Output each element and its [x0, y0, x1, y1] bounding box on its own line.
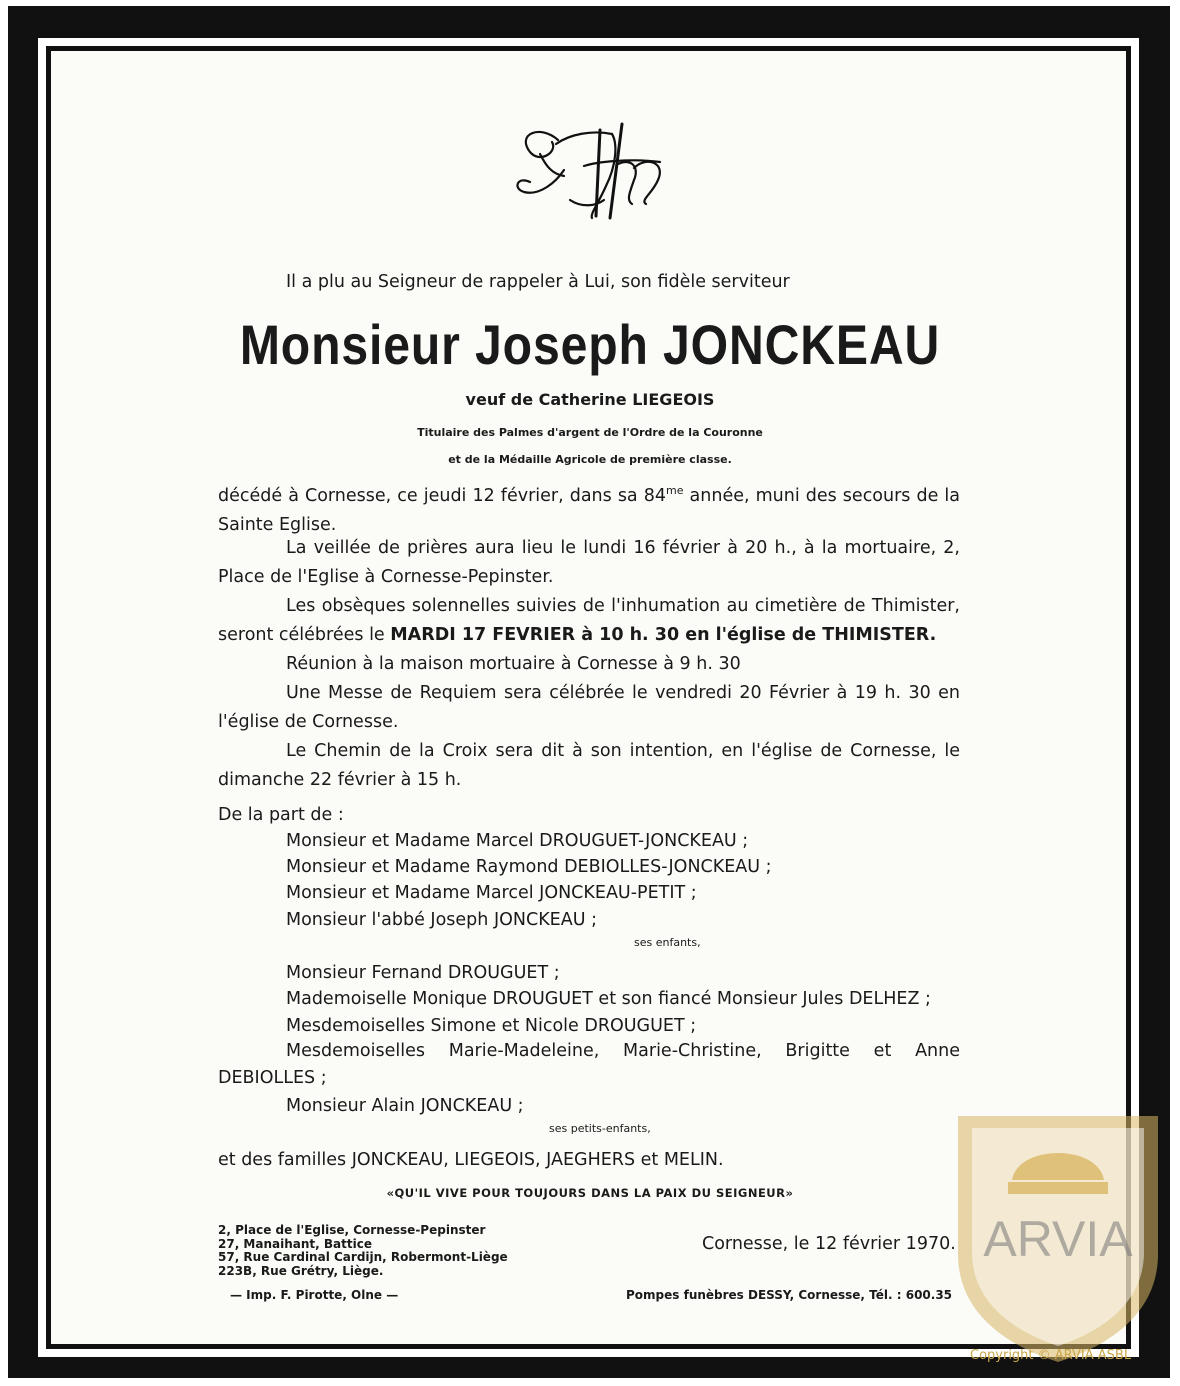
- family-child: Monsieur l'abbé Joseph JONCKEAU ;: [286, 910, 597, 930]
- families-line: et des familles JONCKEAU, LIEGEOIS, JAEGHERS et MELIN.: [218, 1150, 724, 1170]
- funeral-date-bold: MARDI 17 FEVRIER à 10 h. 30 en l'église de THIMISTER.: [390, 625, 937, 645]
- death-paragraph: [218, 476, 960, 540]
- death-text-a: décédé à Cornesse, ce jeudi 12 février, dans sa 84: [218, 485, 666, 506]
- from-label: De la part de :: [218, 805, 344, 825]
- honors-line-2: et de la Médaille Agricole de première classe.: [448, 453, 732, 466]
- family-child: Monsieur et Madame Marcel DROUGUET-JONCKEAU ;: [286, 831, 749, 851]
- chemin-paragraph: [218, 737, 960, 795]
- family-grandchild: Monsieur Fernand DROUGUET ;: [286, 963, 560, 983]
- vigil-paragraph: [218, 534, 960, 592]
- intro-line: Il a plu au Seigneur de rappeler à Lui, son fidèle serviteur: [286, 272, 790, 292]
- address-line: 57, Rue Cardinal Cardijn, Robermont-Liège: [218, 1250, 508, 1264]
- honors-line-1: Titulaire des Palmes d'argent de l'Ordre de la Couronne: [417, 426, 763, 439]
- death-text-b: année, muni des secours de la Sainte Eglise.: [218, 485, 960, 535]
- meeting-paragraph: [218, 650, 960, 679]
- place-date: Cornesse, le 12 février 1970.: [702, 1234, 956, 1254]
- address-line: 27, Manaihant, Battice: [218, 1236, 372, 1251]
- family-grandchild: Mesdemoiselles Simone et Nicole DROUGUET ;: [286, 1016, 697, 1036]
- grandchild-debiolles: Mesdemoiselles Marie-Madeleine, Marie-Christine, Brigitte et Anne DEBIOLLES ;: [218, 1041, 960, 1088]
- requiem-paragraph: [218, 679, 960, 737]
- address-line: 223B, Rue Grétry, Liège.: [218, 1263, 384, 1278]
- motto: «QU'IL VIVE POUR TOUJOURS DANS LA PAIX DU SEIGNEUR»: [386, 1186, 794, 1200]
- grandchildren-label: ses petits-enfants,: [549, 1122, 651, 1135]
- arvia-shield-logo-icon: [948, 1104, 1168, 1366]
- address-block: [218, 1224, 508, 1278]
- family-grandchild: Mademoiselle Monique DROUGUET et son fiancé Monsieur Jules DELHEZ ;: [286, 989, 931, 1009]
- chemin-text: Le Chemin de la Croix sera dit à son intention, en l'église de Cornesse, le dimanche 22 février à 15 h.: [218, 741, 960, 790]
- children-label: ses enfants,: [634, 936, 701, 949]
- widower-line: veuf de Catherine LIEGEOIS: [465, 390, 715, 409]
- vigil-text: La veillée de prières aura lieu le lundi 16 février à 20 h., à la mortuaire, 2, Place de l'Eglise à Cornesse-Pepinster.: [218, 538, 960, 587]
- monogram-m-icon: [500, 104, 680, 224]
- funeral-text: Les obsèques solennelles suivies de l'inhumation au cimetière de Thimister, seront célébrées le: [218, 596, 960, 645]
- logo-text: ARVIA: [983, 1211, 1133, 1267]
- meeting-text: Réunion à la maison mortuaire à Cornesse à 9 h. 30: [286, 654, 741, 674]
- family-child: Monsieur et Madame Marcel JONCKEAU-PETIT ;: [286, 883, 697, 903]
- family-grandchild: Monsieur Alain JONCKEAU ;: [286, 1096, 524, 1116]
- deceased-name: Monsieur Joseph JONCKEAU: [239, 313, 941, 376]
- printer-credit: — Imp. F. Pirotte, Olne —: [230, 1288, 399, 1302]
- funeral-paragraph: [218, 592, 960, 650]
- address-line: 2, Place de l'Eglise, Cornesse-Pepinster: [218, 1223, 486, 1237]
- funeral-home: Pompes funèbres DESSY, Cornesse, Tél. : 600.35: [626, 1288, 953, 1302]
- requiem-text: Une Messe de Requiem sera célébrée le vendredi 20 Février à 19 h. 30 en l'église de Cornesse.: [218, 683, 960, 732]
- family-child: Monsieur et Madame Raymond DEBIOLLES-JONCKEAU ;: [286, 857, 772, 877]
- death-ordinal: me: [666, 484, 684, 497]
- family-grandchild-long: [218, 1038, 960, 1092]
- copyright: Copyright © ARVIA ASBL: [970, 1348, 1132, 1363]
